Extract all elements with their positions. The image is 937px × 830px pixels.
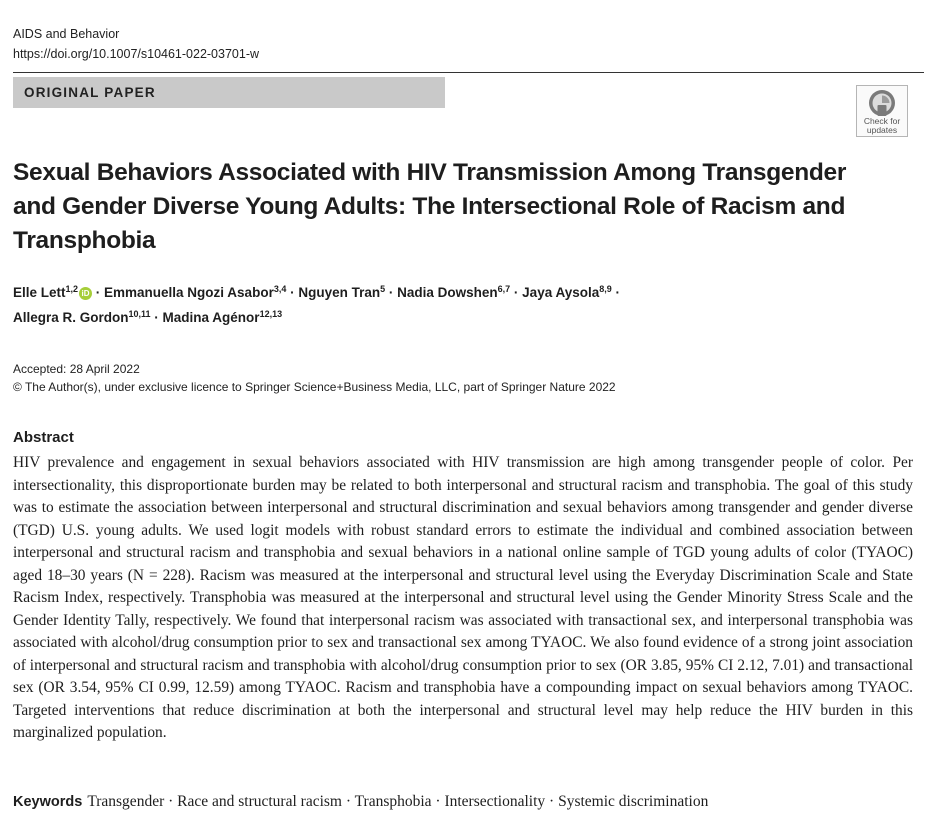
crossmark-icon (868, 89, 896, 117)
author[interactable] (298, 285, 385, 300)
author[interactable] (397, 285, 510, 300)
author-name: Jaya Aysola (522, 285, 600, 300)
author-separator: · (385, 285, 398, 300)
accepted-date: Accepted: 28 April 2022 (13, 362, 140, 376)
journal-name: AIDS and Behavior (13, 27, 120, 41)
abstract-text: HIV prevalence and engagement in sexual behaviors associated with HIV transmission are high among transgender people of color. Per intersectionality, this disproportionate burden may be related to both interpersonal and structural racism and transphobia. The goal of this study was to estimate the association between interpersonal and structural discrimination and sexual behaviors among transgender and gender diverse (TGD) U.S. young adults. We used logit models with robust standard errors to estimate the individual and combined association between interpersonal and structural racism and transphobia and sexual behaviors in a national online sample of TGD young adults of color (TYAOC) aged 18–30 years (N = 228). Racism was measured at the interpersonal and structural level using the Everyday Discrimination Scale and State Racism Index, respectively. Transphobia was measured at the interpersonal and structural level using the Gender Minority Stress Scale and the Gender Identity Tally, respectively. We found that interpersonal racism was associated with transactional sex, and interpersonal transphobia was associated with alcohol/drug consumption prior to sex and transactional sex among TYAOC. We also found evidence of a strong joint association of interpersonal and structural racism and transphobia with alcohol/drug consumption prior to sex (OR 3.85, 95% CI 2.12, 7.01) and transactional sex (OR 3.54, 95% CI 0.99, 12.59) among TYAOC. Racism and transphobia have a compounding impact on sexual behaviors among TYAOC. Targeted interventions that reduce discrimination at both the interpersonal and structural level may help reduce the HIV burden in this marginalized population. (13, 454, 913, 741)
article-title: Sexual Behaviors Associated with HIV Transmission Among Transgender and Gender Diverse Young Adults: The Intersectional Role of Racism and Transphobia (13, 159, 847, 254)
author-separator: · (150, 310, 163, 325)
author-separator: · (611, 285, 620, 300)
abstract-heading: Abstract (13, 429, 74, 446)
publication-dates (13, 360, 616, 396)
author[interactable] (13, 310, 151, 325)
author-name: Nguyen Tran (298, 285, 381, 300)
author-name: Allegra R. Gordon (13, 310, 129, 325)
check-updates-line2: updates (866, 125, 898, 135)
keywords-label: Keywords (13, 794, 83, 810)
author-separator: · (286, 285, 299, 300)
author-affiliation: 10,11 (128, 309, 151, 319)
author-affiliation: 12,13 (259, 309, 283, 319)
author-name: Nadia Dowshen (397, 285, 498, 300)
author-separator: · (92, 285, 105, 300)
author-affiliation: 6,7 (497, 284, 511, 294)
keywords-list: Transgender · Race and structural racism · Transphobia · Intersectionality · Systemic discrimination (87, 793, 709, 810)
author-list (13, 280, 913, 330)
author-affiliation: 3,4 (273, 284, 287, 294)
article-type-banner: ORIGINAL PAPER (13, 77, 445, 108)
author[interactable] (104, 285, 286, 300)
check-updates-line1: Check for (863, 116, 901, 126)
copyright-notice: © The Author(s), under exclusive licence to Springer Science+Business Media, LLC, part of Springer Nature 2022 (13, 380, 616, 394)
author-name: Elle Lett (13, 285, 66, 300)
check-for-updates-badge[interactable] (856, 85, 908, 137)
author[interactable] (522, 285, 612, 300)
keywords-section (13, 792, 913, 812)
journal-header (13, 24, 259, 64)
doi-link[interactable]: https://doi.org/10.1007/s10461-022-03701-w (13, 47, 260, 61)
orcid-icon[interactable]: iD (79, 287, 92, 300)
author-affiliation: 1,2 (65, 284, 79, 294)
author-affiliation: 5 (380, 284, 386, 294)
author-name: Madina Agénor (162, 310, 260, 325)
header-rule (13, 72, 924, 73)
author-separator: · (510, 285, 523, 300)
author[interactable] (163, 310, 283, 325)
author[interactable] (13, 285, 92, 300)
author-name: Emmanuella Ngozi Asabor (104, 285, 274, 300)
author-affiliation: 8,9 (599, 284, 612, 294)
